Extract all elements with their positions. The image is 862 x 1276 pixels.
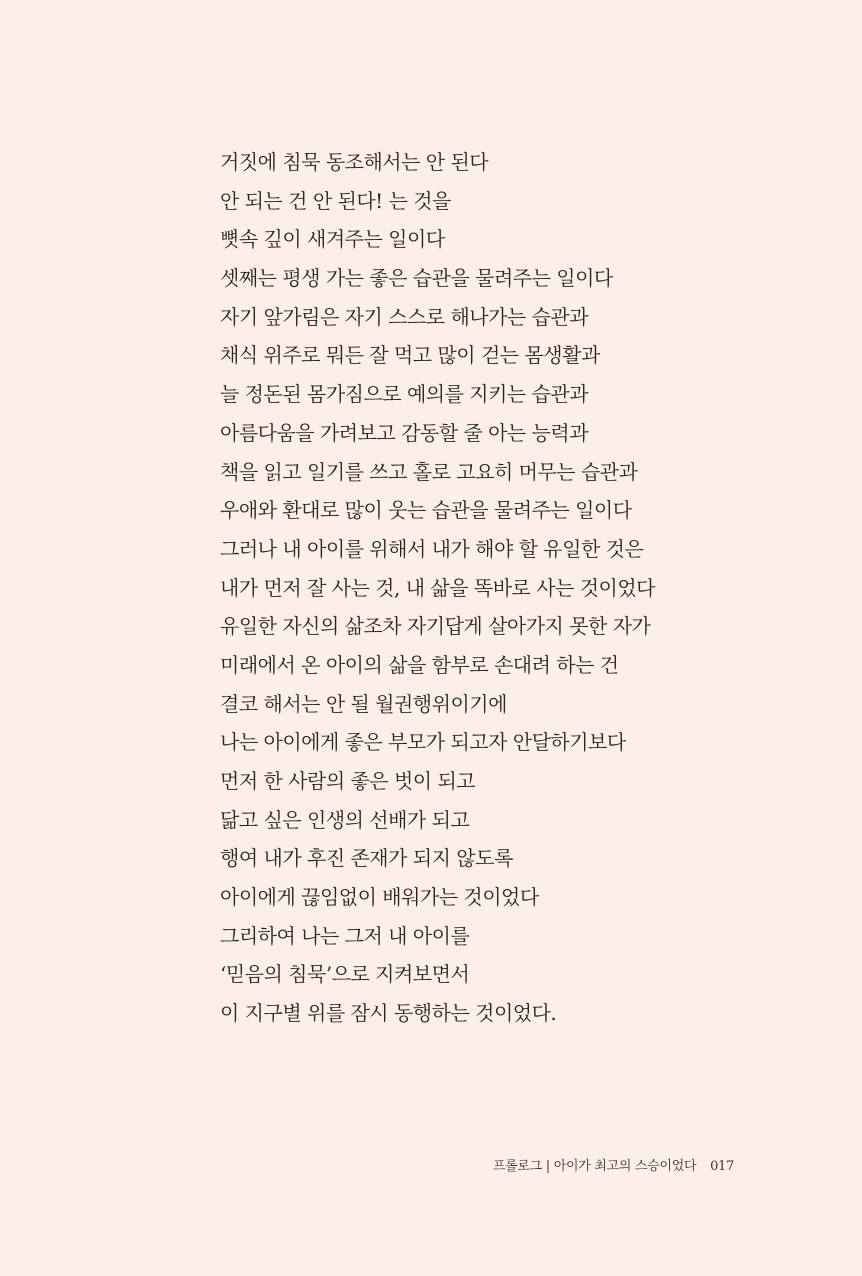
poem-line: 나는 아이에게 좋은 부모가 되고자 안달하기보다 (220, 730, 626, 755)
poem-line: 채식 위주로 뭐든 잘 먹고 많이 걷는 몸생활과 (220, 343, 600, 368)
poem-line: 늘 정돈된 몸가짐으로 예의를 지키는 습관과 (220, 382, 589, 407)
poem-line: 뼛속 깊이 새겨주는 일이다 (220, 227, 445, 252)
poem-body (220, 143, 820, 1033)
footer-chapter-title: 아이가 최고의 스승이었다 (553, 1159, 697, 1174)
poem-line: 아이에게 끊임없이 배워가는 것이었다 (220, 885, 539, 910)
poem-line: 미래에서 온 아이의 삶을 함부로 손대려 하는 건 (220, 652, 619, 677)
poem-line: 자기 앞가림은 자기 스스로 해나가는 습관과 (220, 304, 589, 329)
poem-line: 우애와 환대로 많이 웃는 습관을 물려주는 일이다 (220, 498, 632, 523)
poem-line: 아름다움을 가려보고 감동할 줄 아는 능력과 (220, 420, 589, 445)
page-number: 017 (710, 1159, 734, 1174)
poem-line: 결코 해서는 안 될 월권행위이기에 (220, 691, 507, 716)
poem-line: 행여 내가 후진 존재가 되지 않도록 (220, 846, 513, 871)
poem-line: 셋째는 평생 가는 좋은 습관을 물려주는 일이다 (220, 266, 613, 291)
poem-line: 내가 먼저 잘 사는 것, 내 삶을 똑바로 사는 것이었다 (220, 575, 655, 600)
poem-line: 유일한 자신의 삶조차 자기답게 살아가지 못한 자가 (220, 614, 651, 639)
running-footer (493, 1157, 734, 1177)
poem-line: 거짓에 침묵 동조해서는 안 된다 (220, 150, 489, 174)
footer-section: 프롤로그 (492, 1159, 542, 1174)
poem-line: 이 지구별 위를 잠시 동행하는 것이었다. (220, 1001, 557, 1026)
footer-separator: | (545, 1159, 550, 1174)
poem-line: 책을 읽고 일기를 쓰고 홀로 고요히 머무는 습관과 (220, 459, 638, 484)
poem-line: 그리하여 나는 그저 내 아이를 (220, 923, 470, 948)
poem-line: 먼저 한 사람의 좋은 벗이 되고 (220, 769, 476, 793)
poem-line: 그러나 내 아이를 위해서 내가 해야 할 유일한 것은 (220, 536, 644, 561)
poem-line: ‘믿음의 침묵’으로 지켜보면서 (220, 962, 470, 987)
poem-line: 안 되는 건 안 된다! 는 것을 (220, 188, 451, 213)
poem-line: 닮고 싶은 인생의 선배가 되고 (220, 807, 470, 832)
